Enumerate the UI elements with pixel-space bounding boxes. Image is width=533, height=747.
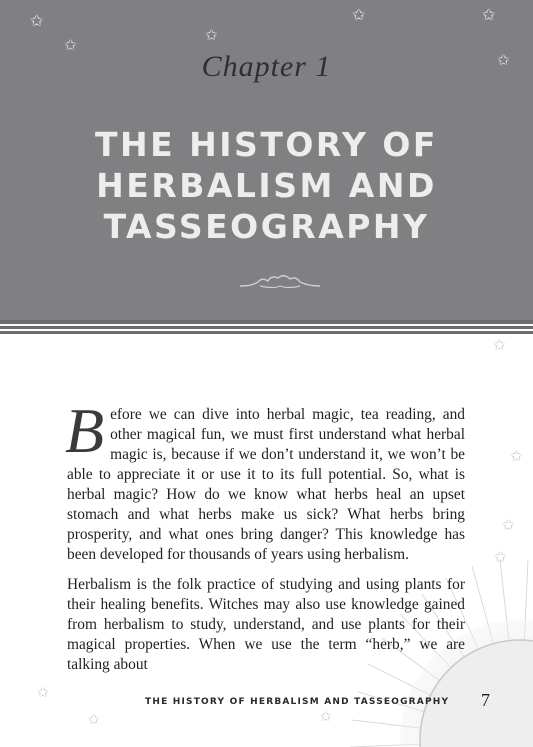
chapter-title-line: HERBALISM AND xyxy=(96,166,437,205)
paragraph xyxy=(65,395,465,565)
star-icon: ✩ xyxy=(64,36,77,54)
star-icon: ✩ xyxy=(497,51,510,69)
chapter-header xyxy=(0,0,533,320)
running-footer: THE HISTORY OF HERBALISM AND TASSEOGRAPHY xyxy=(145,697,450,707)
chapter-title xyxy=(0,124,533,247)
header-rule xyxy=(0,320,533,324)
body-text xyxy=(65,395,465,685)
star-icon: ✩ xyxy=(352,5,366,24)
star-icon: ✩ xyxy=(502,516,515,534)
header-rule xyxy=(0,331,533,334)
chapter-title-line: TASSEOGRAPHY xyxy=(103,207,430,246)
cloud-ornament-icon xyxy=(238,272,322,292)
drop-cap: B xyxy=(65,395,105,466)
star-icon: ✩ xyxy=(320,709,332,725)
paragraph: Herbalism is the folk practice of studying and using plants for their healing benefits. Witches may also use knowledge gained from herbalism to study, understand, and use plants for their magical properties. When we use the term “herb,” we are talking about xyxy=(67,576,465,673)
star-icon: ✩ xyxy=(88,712,100,728)
star-icon: ✩ xyxy=(205,26,218,44)
header-rule xyxy=(0,326,533,329)
star-icon: ✩ xyxy=(30,11,44,30)
star-icon: ✩ xyxy=(37,685,49,701)
chapter-title-line: THE HISTORY OF xyxy=(95,125,438,164)
paragraph-text: efore we can dive into herbal magic, tea reading, and other magical fun, we must first understand what herbal magic is, because if we don’t understand it, we won’t be able to appreciate it or use it to its full potential. So, what is herbal magic? How do we know what herbs heal an upset stomach and what herbs make us sick? What herbs bring prosperity, and what ones bring danger? This knowledge has been developed for thousands of years using herbalism. xyxy=(67,406,465,563)
chapter-label: Chapter 1 xyxy=(201,50,332,83)
star-icon: ✩ xyxy=(510,447,523,465)
page-number: 7 xyxy=(481,690,490,710)
star-icon: ✩ xyxy=(494,548,507,566)
star-icon: ✩ xyxy=(493,336,506,354)
star-icon: ✩ xyxy=(482,5,496,24)
